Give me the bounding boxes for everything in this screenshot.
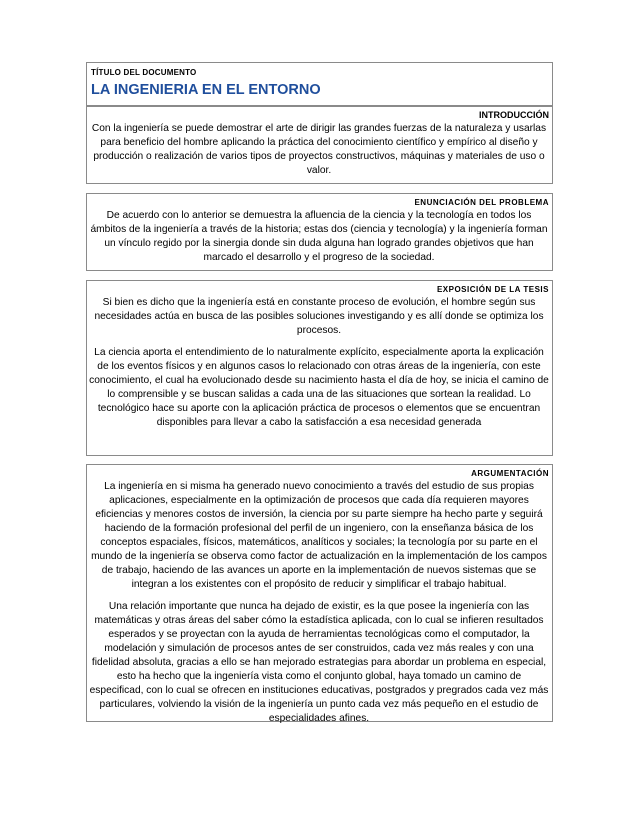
section-heading: ENUNCIACIÓN DEL PROBLEMA (414, 198, 549, 207)
document-title: LA INGENIERIA EN EL ENTORNO (91, 82, 321, 98)
document-title-box (86, 62, 553, 106)
section-paragraph: De acuerdo con lo anterior se demuestra la afluencia de la ciencia y la tecnología en todos los ámbitos de la ingeniería a través de la historia; estas dos (ciencia y tecnología) y la ingeniería forman un vínculo regido por la sinergia donde sin duda alguna han logrado grandes objetivos que han marcado el desarrollo y el progreso de la sociedad. (90, 210, 548, 263)
section-heading: EXPOSICIÓN DE LA TESIS (436, 285, 549, 294)
section-argumentacion (86, 464, 553, 722)
document-title-label: TÍTULO DEL DOCUMENTO (91, 68, 197, 77)
section-enunciacion-del-problema (86, 193, 553, 271)
section-paragraph: Con la ingeniería se puede demostrar el arte de dirigir las grandes fuerzas de la naturaleza y usarlas para beneficio del hombre aplicando la práctica del conocimiento científico y empírico al diseño y producción o realización de varios tipos de proyectos constructivos, máquinas y materiales de uso o valor. (91, 123, 547, 176)
section-paragraph: La ciencia aporta el entendimiento de lo naturalmente explícito, especialmente aporta la explicación de los eventos físicos y en algunos casos lo relacionado con otras áreas de la ingeniería, con este conocimiento, el cual ha evolucionado desde su nacimiento hasta el día de hoy, se inicia el camino de lo comprensible y se buscan salidas a cada una de las situaciones que sortean la realidad. Lo tecnológico hace su aporte con la aplicación práctica de procesos o elementos que se encuentran disponibles para llevar a cabo la satisfacción a esa necesidad generada (89, 347, 549, 428)
section-paragraph: Si bien es dicho que la ingeniería está en constante proceso de evolución, el hombre según sus necesidades actúa en busca de las posibles soluciones investigando y es allí donde se optimiza los procesos. (94, 297, 544, 336)
section-exposicion-de-la-tesis (86, 280, 553, 456)
section-paragraph: La ingeniería en si misma ha generado nuevo conocimiento a través del estudio de sus propias aplicaciones, especialmente en la optimización de procesos que cada día requieren mayores eficiencias y menores costos de inversión, la ciencia por su parte siempre ha hecho parte y seguirá haciendo de la formación profesional del perfil de un ingeniero, con la enseñanza básica de los conceptos espaciales, físicos, matemáticos, analíticos y sociales; la tecnología por su parte en el mundo de la ingeniería se observa como factor de actualización en la implementación de los campos de trabajo, haciendo de las avances un aporte en la implementación de nuevos sistemas que se integran a los existentes con el propósito de reducir y simplificar el trabajo habitual. (91, 481, 547, 590)
section-heading: ARGUMENTACIÓN (471, 469, 549, 478)
section-heading: INTRODUCCIÓN (479, 110, 549, 120)
section-paragraph: Una relación importante que nunca ha dejado de existir, es la que posee la ingeniería con las matemáticas y otras áreas del saber cómo la estadística aplicada, con lo cual se infieren resultados esperados y se proyectan con la ayuda de herramientas tecnológicas como el computador, la modelación y simulación de procesos antes de ser construidos, cada vez más reales y con una fidelidad absoluta, gracias a ello se han mejorado estrategias para abordar un problema en especial, esto ha hecho que la ingeniería vista como el conjunto global, haya tomado un camino de especificad, con lo cual se ofrecen en instituciones educativas, postgrados y pregrados cada vez más particulares, volviendo la visión de la ingeniería un punto cada vez más pequeño en el estudio de especialidades afines. (89, 601, 549, 724)
section-introduccion (86, 106, 553, 184)
